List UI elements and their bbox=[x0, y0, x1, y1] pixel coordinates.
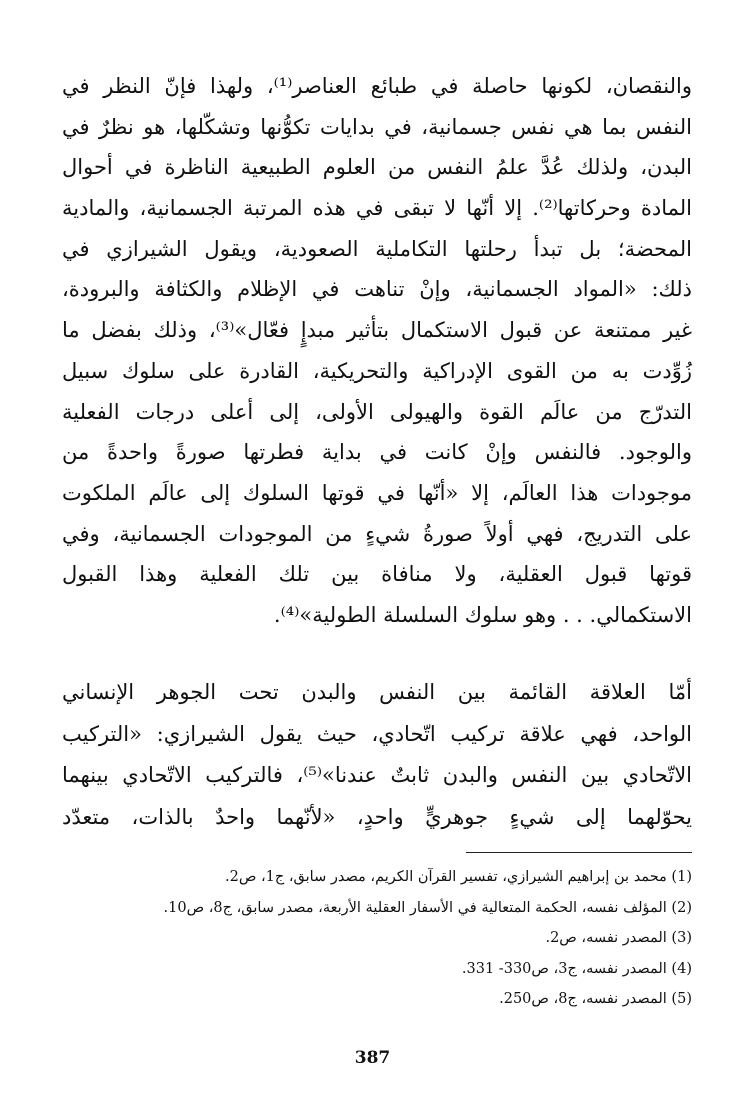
text-line: المادة وحركاتها⁽²⁾. إلا أنّها لا تبقى في هذه المرتبة الجسمانية، والمادية bbox=[62, 196, 692, 221]
text-line: الاتّحادي بين النفس والبدن ثابتٌ عندنا»⁽⁵⁾، فالتركيب الاتّحادي بينهما bbox=[62, 763, 692, 787]
paragraph-2 bbox=[62, 672, 692, 838]
text-line: البدن، ولذلك عُدَّ علمُ النفس من العلوم الطبيعية الناظرة في أحوال bbox=[62, 155, 692, 180]
text-line: ذلك: «المواد الجسمانية، وإنْ تناهت في الإظلام والكثافة والبرودة، bbox=[62, 277, 692, 302]
footnote-2: (2) المؤلف نفسه، الحكمة المتعالية في الأسفار العقلية الأربعة، مصدر سابق، ج8، ص10. bbox=[163, 899, 692, 916]
page-number: 387 bbox=[354, 1048, 391, 1068]
footnotes bbox=[62, 862, 692, 1015]
text-line: غير ممتنعة عن قبول الاستكمال بتأثير مبدإٍ فعّال»⁽³⁾، وذلك بفضل ما bbox=[62, 318, 692, 343]
footnote-5: (5) المصدر نفسه، ج8، ص250. bbox=[499, 991, 692, 1007]
text-line: يحوّلهما إلى شيءٍ جوهريٍّ واحدٍ، «لأنّهما واحدٌ بالذات، متعدّد bbox=[62, 804, 692, 829]
text-line: على التدريج، فهي أولاً صورةُ شيءٍ من الموجودات الجسمانية، وفي bbox=[62, 521, 692, 546]
footnote-3: (3) المصدر نفسه، ص2. bbox=[545, 930, 692, 946]
text-line: المحضة؛ بل تبدأ رحلتها التكاملية الصعودية، ويقول الشيرازي في bbox=[62, 236, 692, 261]
text-line: موجودات هذا العالَم، إلا «أنّها في قوتها السلوك إلى عالَم الملكوت bbox=[62, 480, 692, 505]
text-line: والنقصان، لكونها حاصلة في طبائع العناصر⁽¹⁾، ولهذا فإنّ النظر في bbox=[62, 74, 692, 98]
text-line: والوجود. فالنفس وإنْ كانت في بداية فطرتها صورةً واحدةً من bbox=[62, 440, 692, 465]
text-line: أمّا العلاقة القائمة بين النفس والبدن تحت الجوهر الإنساني bbox=[62, 680, 692, 704]
footnote-4: (4) المصدر نفسه، ج3، ص330- 331. bbox=[461, 960, 692, 977]
text-line: الواحد، فهي علاقة تركيب اتّحادي، حيث يقول الشيرازي: «التركيب bbox=[62, 721, 692, 746]
text-line: النفس بما هي نفس جسمانية، في بدايات تكوُّنها وتشكّلها، هو نظرٌ في bbox=[62, 114, 692, 139]
paragraph-1 bbox=[62, 66, 692, 636]
text-line: زُوِّدت به من القوى الإدراكية والتحريكية، القادرة على سلوك سبيل bbox=[62, 358, 692, 383]
text-line: قوتها قبول العقلية، ولا منافاة بين تلك الفعلية وهذا القبول bbox=[62, 562, 692, 587]
footnote-separator bbox=[466, 852, 692, 853]
text-line: الاستكمالي. . . وهو سلوك السلسلة الطولية»⁽⁴⁾. bbox=[273, 602, 692, 627]
footnote-1: (1) محمد بن إبراهيم الشيرازي، تفسير القرآن الكريم، مصدر سابق، ج1، ص2. bbox=[225, 869, 692, 885]
text-line: التدرّج من عالَم القوة والهيولى الأولى، إلى أعلى درجات الفعلية bbox=[62, 399, 692, 424]
